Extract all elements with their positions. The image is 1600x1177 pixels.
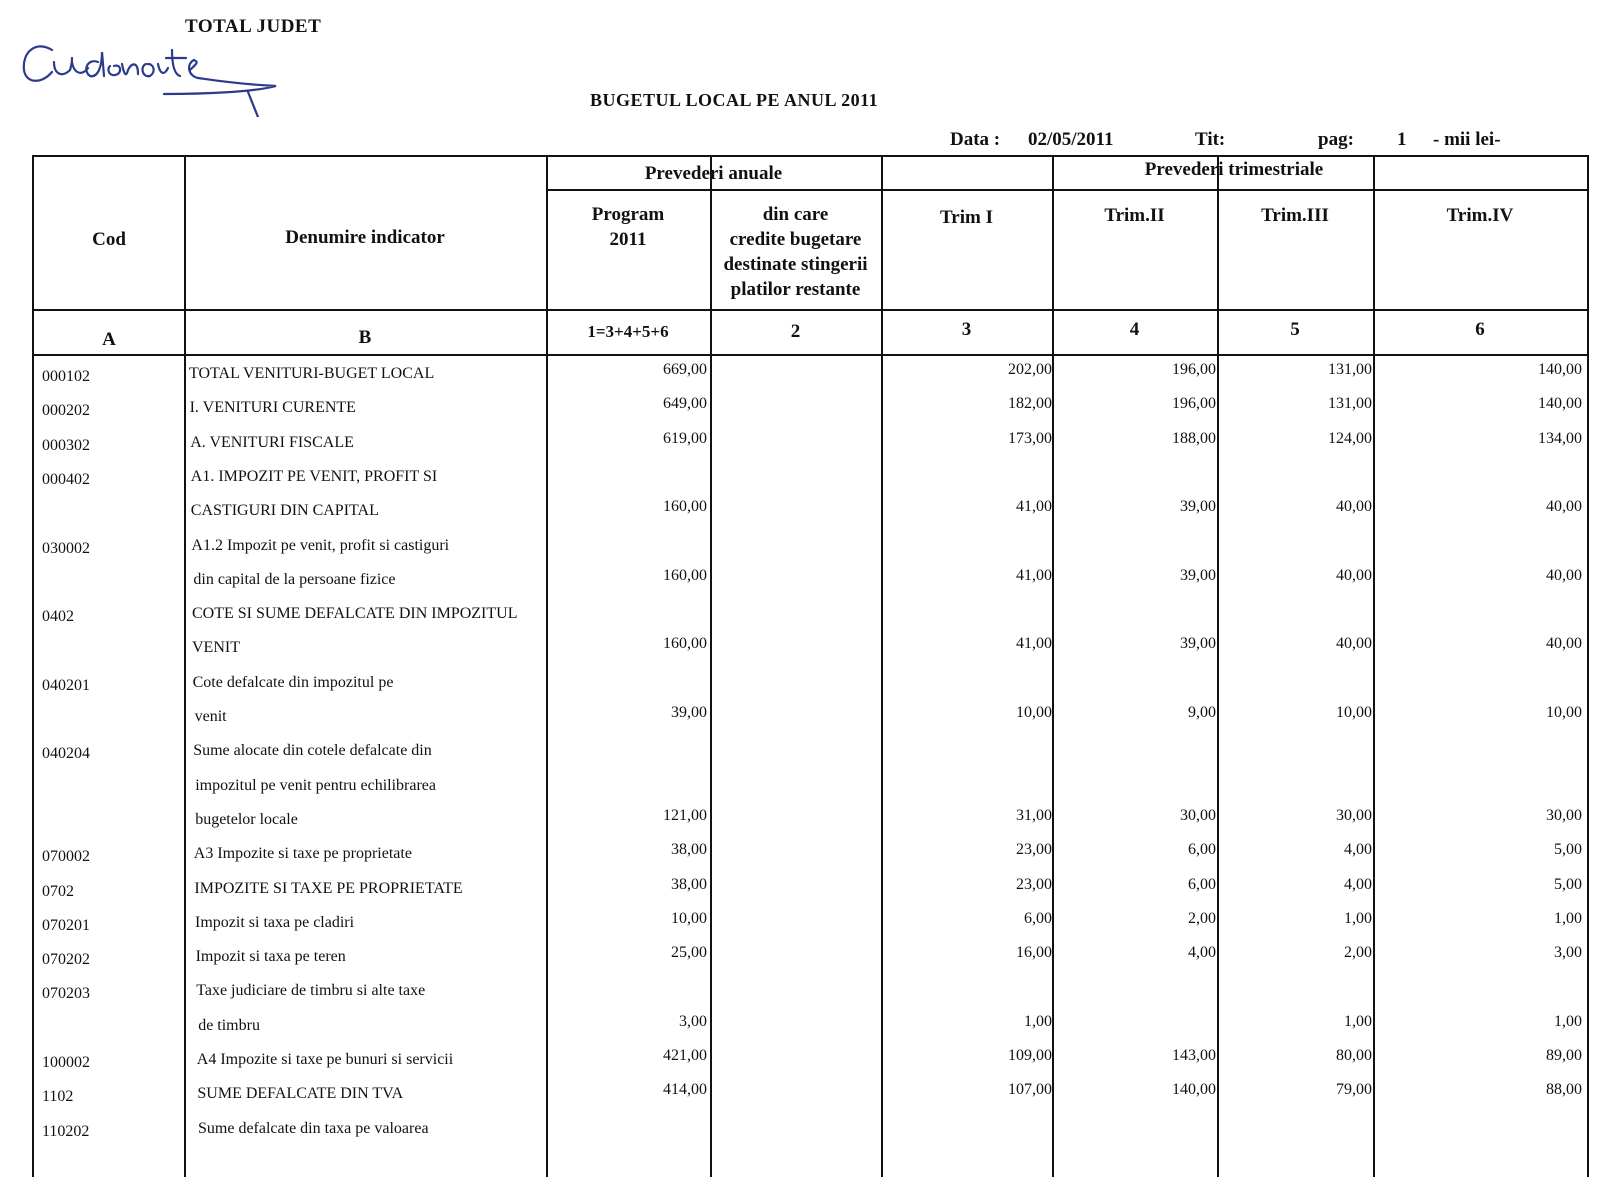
row-value-program: 619,00: [663, 429, 707, 447]
idx-b: B: [358, 327, 372, 348]
table-row: [34, 537, 1587, 606]
table-row: [34, 674, 1587, 743]
row-value-program: 421,00: [663, 1047, 707, 1064]
header-trim3: Trim.III: [1261, 205, 1329, 226]
row-cod: 1102: [42, 1088, 74, 1106]
idx-5: 5: [1290, 319, 1300, 340]
idx-2: 2: [790, 321, 801, 342]
row-denumire: VENIT: [192, 639, 240, 657]
row-denumire: venit: [194, 707, 227, 725]
row-denumire: COTE SI SUME DEFALCATE DIN IMPOZITUL: [192, 605, 518, 623]
idx-3: 3: [961, 319, 972, 340]
header-trim4: Trim.IV: [1446, 205, 1514, 226]
row-value-t2: 6,00: [1188, 875, 1216, 893]
row-value-t1: 10,00: [1016, 703, 1052, 721]
row-value-t4: 40,00: [1546, 566, 1582, 584]
row-denumire: de timbru: [198, 1016, 260, 1034]
row-value-t2: 9,00: [1188, 703, 1216, 721]
row-value-t2: 39,00: [1180, 498, 1216, 516]
row-value-program: 160,00: [663, 566, 707, 584]
row-value-program: 160,00: [663, 635, 707, 653]
row-value-t4: 10,00: [1546, 703, 1582, 721]
row-value-t1: 202,00: [1008, 361, 1052, 378]
row-value-t2: 143,00: [1172, 1047, 1216, 1064]
row-value-t3: 124,00: [1328, 429, 1372, 447]
table-row: [34, 605, 1587, 674]
document-title: BUGETUL LOCAL PE ANUL 2011: [590, 90, 879, 110]
row-value-t3: 131,00: [1328, 395, 1372, 413]
row-value-t3: 1,00: [1344, 909, 1372, 927]
row-value-program: 38,00: [671, 875, 707, 893]
row-value-t1: 31,00: [1016, 806, 1052, 824]
row-denumire: CASTIGURI DIN CAPITAL: [190, 502, 379, 520]
row-value-t4: 3,00: [1554, 944, 1582, 962]
row-value-program: 121,00: [663, 806, 707, 824]
row-value-program: 3,00: [679, 1012, 707, 1030]
row-value-t4: 40,00: [1546, 635, 1582, 653]
table-row: [34, 429, 1587, 468]
row-value-t3: 30,00: [1336, 806, 1372, 824]
data-value: 02/05/2011: [1028, 129, 1114, 150]
row-denumire: Impozit si taxa pe teren: [195, 948, 346, 966]
row-value-t2: 6,00: [1188, 841, 1216, 859]
row-value-t4: 140,00: [1538, 395, 1582, 413]
row-value-t2: 4,00: [1188, 944, 1216, 962]
row-value-t2: 140,00: [1172, 1081, 1216, 1099]
table-row: [34, 742, 1587, 845]
row-value-program: 39,00: [671, 703, 707, 721]
row-denumire: Impozit si taxa pe cladiri: [195, 913, 355, 931]
row-value-t2: 188,00: [1172, 429, 1216, 447]
header-denumire: Denumire indicator: [285, 227, 445, 248]
row-value-t4: 140,00: [1538, 361, 1582, 378]
row-value-t1: 16,00: [1016, 944, 1052, 962]
handwritten-signature: [14, 22, 284, 117]
tit-label: Tit:: [1195, 129, 1226, 150]
row-cod: 000102: [42, 368, 90, 385]
row-denumire: A. VENITURI FISCALE: [190, 433, 354, 451]
row-denumire: Taxe judiciare de timbru si alte taxe: [196, 982, 426, 1000]
row-denumire: A1.2 Impozit pe venit, profit si castiguri: [191, 536, 450, 554]
row-denumire: IMPOZITE SI TAXE PE PROPRIETATE: [194, 879, 463, 897]
row-value-t4: 89,00: [1546, 1047, 1582, 1064]
row-cod: 100002: [42, 1054, 90, 1071]
row-value-t3: 131,00: [1328, 361, 1372, 378]
row-cod: 000402: [42, 470, 90, 488]
row-cod: 070203: [42, 985, 90, 1003]
row-denumire: din capital de la persoane fizice: [193, 570, 396, 588]
row-cod: 070201: [42, 916, 90, 934]
table-row: [34, 468, 1587, 537]
table-row: [34, 395, 1587, 433]
row-denumire: A3 Impozite si taxe pe proprietate: [193, 845, 412, 863]
header-cod: Cod: [92, 229, 126, 250]
row-value-program: 160,00: [663, 498, 707, 516]
row-value-program: 38,00: [671, 841, 707, 859]
row-denumire: Sume defalcate din taxa pe valoarea: [198, 1119, 429, 1137]
row-cod: 070002: [42, 848, 90, 866]
row-denumire: impozitul pe venit pentru echilibrarea: [195, 776, 436, 794]
table-row: [34, 1081, 1587, 1119]
row-value-t2: 39,00: [1180, 635, 1216, 653]
row-cod: 040204: [42, 745, 90, 763]
pag-label: pag:: [1318, 129, 1354, 150]
table-row: [34, 841, 1587, 879]
row-value-t3: 2,00: [1344, 944, 1372, 962]
row-cod: 000302: [42, 436, 90, 454]
header-trim1: Trim I: [940, 207, 993, 228]
row-value-t4: 5,00: [1554, 875, 1582, 893]
row-cod: 070202: [42, 951, 90, 969]
total-judet-label: TOTAL JUDET: [185, 16, 322, 37]
row-value-program: 10,00: [671, 909, 707, 927]
row-cod: 0402: [42, 608, 74, 626]
row-denumire: TOTAL VENITURI-BUGET LOCAL: [189, 365, 435, 382]
row-value-t1: 107,00: [1008, 1081, 1052, 1099]
unit-label: - mii lei-: [1433, 129, 1501, 150]
row-value-t1: 182,00: [1008, 395, 1052, 413]
budget-table: [32, 155, 1589, 1177]
row-value-t4: 1,00: [1554, 1012, 1582, 1030]
row-value-t4: 134,00: [1538, 429, 1582, 447]
table-row: [34, 982, 1587, 1051]
row-value-t1: 109,00: [1008, 1047, 1052, 1064]
row-value-t1: 173,00: [1008, 429, 1052, 447]
row-value-t1: 41,00: [1016, 635, 1052, 653]
pag-value: 1: [1397, 129, 1407, 150]
row-value-t4: 5,00: [1554, 841, 1582, 859]
table-row: [34, 944, 1587, 982]
row-cod: 040201: [42, 676, 90, 694]
row-cod: 030002: [42, 539, 90, 557]
row-value-t3: 40,00: [1336, 635, 1372, 653]
row-value-program: 25,00: [671, 944, 707, 962]
row-value-t2: 30,00: [1180, 806, 1216, 824]
idx-4: 4: [1129, 319, 1140, 340]
row-value-t3: 79,00: [1336, 1081, 1372, 1099]
row-denumire: Cote defalcate din impozitul pe: [192, 673, 394, 691]
table-row: [34, 361, 1587, 399]
row-value-t3: 40,00: [1336, 498, 1372, 516]
row-value-t1: 41,00: [1016, 566, 1052, 584]
table-row: [34, 1120, 1587, 1154]
row-cod: 000202: [42, 402, 90, 420]
header-program: Program 2011: [591, 204, 665, 250]
row-value-t3: 80,00: [1336, 1047, 1372, 1064]
row-value-t4: 1,00: [1554, 909, 1582, 927]
idx-6: 6: [1475, 319, 1485, 340]
row-value-t3: 10,00: [1336, 703, 1372, 721]
row-value-t2: 2,00: [1188, 909, 1216, 927]
row-cod: 110202: [42, 1122, 90, 1140]
row-value-t2: 39,00: [1180, 566, 1216, 584]
table-row: [34, 909, 1587, 948]
row-value-t1: 1,00: [1024, 1012, 1052, 1030]
row-value-t4: 40,00: [1546, 498, 1582, 516]
row-value-t1: 41,00: [1016, 498, 1052, 516]
header-din-care: din care credite bugetare destinate stingerii platilor restante: [723, 204, 868, 300]
row-denumire: A4 Impozite si taxe pe bunuri si servicii: [196, 1051, 454, 1068]
row-value-t4: 30,00: [1546, 806, 1582, 824]
row-value-program: 649,00: [663, 395, 707, 413]
row-value-t3: 40,00: [1336, 566, 1372, 584]
row-value-t4: 88,00: [1546, 1081, 1582, 1099]
header-prevederi-anuale: Prevederi anuale: [644, 163, 783, 184]
idx-a: A: [102, 329, 116, 350]
row-value-t3: 4,00: [1344, 841, 1372, 859]
idx-1: 1=3+4+5+6: [587, 322, 669, 341]
data-label: Data :: [950, 129, 1001, 150]
table-row: [34, 1047, 1587, 1085]
header-trim2: Trim.II: [1104, 205, 1165, 226]
row-value-t2: 196,00: [1172, 361, 1216, 378]
row-denumire: bugetelor locale: [195, 810, 298, 828]
row-value-t1: 23,00: [1016, 841, 1052, 859]
row-denumire: A1. IMPOZIT PE VENIT, PROFIT SI: [190, 467, 438, 485]
row-denumire: I. VENITURI CURENTE: [189, 399, 356, 417]
row-value-t1: 6,00: [1024, 909, 1052, 927]
row-cod: 0702: [42, 882, 74, 900]
row-value-t3: 1,00: [1344, 1012, 1372, 1030]
row-value-t1: 23,00: [1016, 875, 1052, 893]
row-value-t3: 4,00: [1344, 875, 1372, 893]
header-prevederi-trimestriale: Prevederi trimestriale: [1144, 159, 1324, 180]
row-value-t2: 196,00: [1172, 395, 1216, 413]
row-denumire: SUME DEFALCATE DIN TVA: [197, 1085, 404, 1103]
row-value-program: 669,00: [663, 361, 707, 378]
table-row: [34, 875, 1587, 914]
row-denumire: Sume alocate din cotele defalcate din: [193, 742, 432, 760]
row-value-program: 414,00: [663, 1081, 707, 1099]
